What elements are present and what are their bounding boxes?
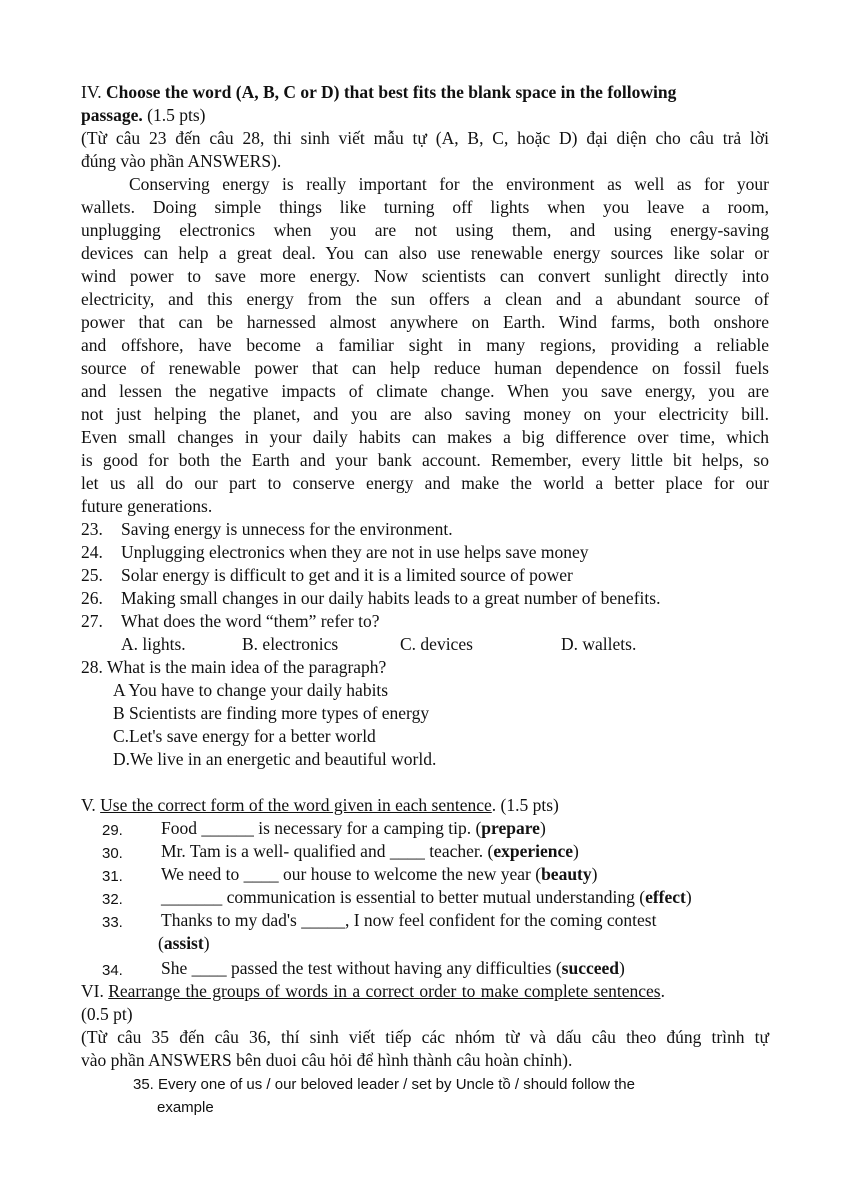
q28-option-d: D.We live in an energetic and beautiful world. [113, 749, 437, 769]
item-35-line1: 35. Every one of us / our beloved leader / set by Uncle tồ / should follow the [133, 1076, 635, 1093]
passage-line: and lessen the negative impacts of climate change. When you save energy, you are [81, 381, 769, 401]
question-number: 26. [81, 588, 103, 608]
q27-option-c: C. devices [400, 634, 473, 654]
item-keyword: beauty [541, 864, 592, 884]
section-v-points: (1.5 pts) [500, 795, 559, 815]
question-number: 33. [102, 914, 123, 931]
section-vi-title-end: . [660, 981, 665, 1001]
passage-line: is good for both the Earth and your bank account. Remember, every little bit helps, so [81, 450, 769, 470]
section-vi-note-line2: vào phần ANSWERS bên duoi câu hỏi để hình thành câu hoàn chỉnh). [81, 1050, 573, 1070]
section-iv-heading-line1 [81, 81, 676, 104]
section-v-roman: V. [81, 795, 96, 815]
q27-option-b: B. electronics [242, 634, 339, 654]
passage-line: wind power to save more energy. Now scientists can convert sunlight directly into [81, 266, 769, 286]
q27-option-d: D. wallets. [561, 634, 637, 654]
section-iv-points: (1.5 pts) [147, 105, 206, 125]
section-vi-points: (0.5 pt) [81, 1004, 133, 1024]
item-text-end: ) [685, 887, 692, 907]
word-form-item [161, 957, 625, 980]
section-v-heading [81, 794, 559, 817]
passage-line: let us all do our part to conserve energy and make the world a better place for our [81, 473, 769, 493]
item-text-end: ) [619, 958, 625, 978]
passage-line: not just helping the planet, and you are also saving money on your electricity bill. [81, 404, 769, 424]
section-vi-heading [81, 980, 769, 1003]
section-iv-title: Choose the word (A, B, C or D) that best fits the blank space in the following [105, 82, 677, 102]
question-number: 25. [81, 565, 103, 585]
item-keyword: prepare [481, 818, 540, 838]
section-iv-heading-line2 [81, 104, 205, 127]
item-text-end: ) [591, 864, 598, 884]
passage-line: wallets. Doing simple things like turning off lights when you leave a room, [81, 197, 769, 217]
section-v-title-end: . [491, 795, 497, 815]
section-iv-note-line2: đúng vào phần ANSWERS). [81, 151, 282, 171]
question-number: 31. [102, 868, 123, 885]
section-iv-title-end: passage. [81, 105, 143, 125]
rearrange-item-35-cont [157, 1095, 214, 1119]
item-text: We need to ____ our house to welcome the new year ( [161, 864, 542, 884]
item-text: _______ communication is essential to better mutual understanding ( [161, 887, 646, 907]
item-text-end: ) [203, 933, 210, 953]
question-number: 30. [102, 845, 123, 862]
section-vi-note-line1: (Từ câu 35 đến câu 36, thí sinh viết tiếp các nhóm từ và dấu câu theo đúng trình tự [81, 1027, 769, 1047]
question-number: 34. [102, 962, 123, 979]
question-text: Solar energy is difficult to get and it is a limited source of power [121, 565, 573, 585]
question-text: Making small changes in our daily habits leads to a great number of benefits. [121, 588, 661, 608]
item-keyword: experience [493, 841, 573, 861]
section-iv-roman: IV. [81, 82, 102, 102]
passage-line: Conserving energy is really important for the environment as well as for your [129, 174, 769, 194]
item-keyword: effect [645, 887, 686, 907]
question-28: 28. What is the main idea of the paragraph? [81, 657, 387, 677]
rearrange-item-35 [133, 1072, 635, 1096]
item-35-line2: example [157, 1099, 214, 1116]
question-number: 32. [102, 891, 123, 908]
item-text-end: ) [539, 818, 546, 838]
word-form-item [161, 840, 579, 863]
word-form-item [161, 863, 597, 886]
word-form-item-cont [158, 932, 210, 955]
item-text: Mr. Tam is a well- qualified and ____ teacher. ( [161, 841, 494, 861]
q28-option-b: B Scientists are finding more types of energy [113, 703, 430, 723]
passage-line: and offshore, have become a familiar sight in many regions, providing a reliable [81, 335, 769, 355]
item-text: Food ______ is necessary for a camping tip. ( [161, 818, 482, 838]
section-vi-roman: VI. [81, 981, 104, 1001]
question-text: Saving energy is unnecess for the environment. [121, 519, 453, 539]
passage-line: power that can be harnessed almost anywhere on Earth. Wind farms, both onshore [81, 312, 769, 332]
passage-line: future generations. [81, 496, 213, 516]
question-number: 27. [81, 611, 103, 631]
q28-option-a: A You have to change your daily habits [113, 680, 389, 700]
item-text: Thanks to my dad's _____, I now feel confident for the coming contest [161, 910, 657, 930]
question-number: 23. [81, 519, 103, 539]
q28-option-c: C.Let's save energy for a better world [113, 726, 376, 746]
question-text: Unplugging electronics when they are not in use helps save money [121, 542, 589, 562]
word-form-item [161, 909, 656, 932]
section-iv-note-line1: (Từ câu 23 đến câu 28, thi sinh viết mẫu tự (A, B, C, hoặc D) đại diện cho câu trả lời [81, 128, 769, 148]
word-form-item [161, 817, 546, 840]
item-text: She ____ passed the test without having any difficulties ( [161, 958, 562, 978]
passage-line: devices can help a great deal. You can also use renewable energy sources like solar or [81, 243, 769, 263]
item-keyword: assist [163, 933, 204, 953]
section-v-title: Use the correct form of the word given in each sentence [100, 795, 492, 815]
passage-line: Even small changes in your daily habits can makes a big difference over time, which [81, 427, 769, 447]
question-text: What does the word “them” refer to? [121, 611, 380, 631]
section-vi-title: Rearrange the groups of words in a correct order to make complete sentences [108, 981, 661, 1001]
word-form-item [161, 886, 692, 909]
item-text: ( [158, 933, 164, 953]
question-number: 24. [81, 542, 103, 562]
q27-option-a: A. lights. [121, 634, 186, 654]
item-text-end: ) [573, 841, 579, 861]
passage-line: electricity, and this energy from the sun offers a clean and a abundant source of [81, 289, 769, 309]
item-keyword: succeed [561, 958, 620, 978]
passage-line: source of renewable power that can help reduce human dependence on fossil fuels [81, 358, 769, 378]
passage-line: unplugging electronics when you are not using them, and using energy-saving [81, 220, 769, 240]
question-number: 29. [102, 822, 123, 839]
